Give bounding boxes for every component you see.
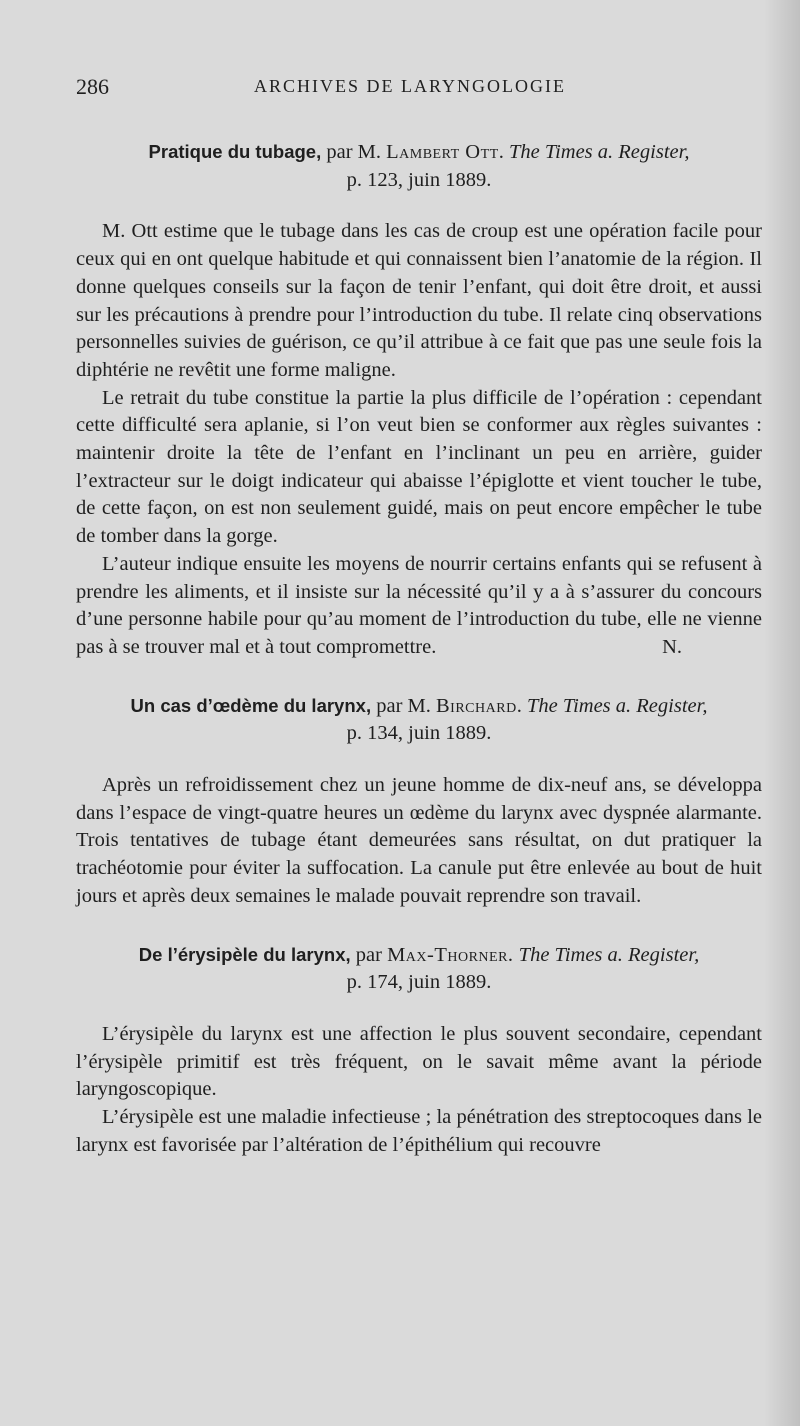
paragraph: L’érysipèle est une maladie infectieuse ; la pénétration des streptocoques dans le larynx est favorisée par l’altération de l’épithélium qui recouvre [76,1106,762,1156]
article-author: Max-Thorner. [387,943,514,966]
reviewer-signature: N. [662,635,682,658]
page-edge-shadow [764,0,800,1426]
paragraph: M. Ott estime que le tubage dans les cas de croup est une opération facile pour ceux qui en ont quelque habitude et qui connaissent bien l’anatomie de la région. Il donne quelques conseils sur la façon de tenir l’enfant, qui doit être droit, et aussi sur les précautions à prendre pour l’introduction du tube. Il relate cinq observations personnelles suivies de guérison, ce qu’il attribue à ce fait que pas une seule fois la diphtérie ne revêtit une forme maligne. [76,220,762,381]
page-number: 286 [76,74,109,99]
paragraph: L’auteur indique ensuite les moyens de nourrir certains enfants qui se refusent à prendre les aliments, et il insiste sur la nécessité qu’il y a à s’assurer du concours d’une personne habile pour qu’au moment de l’introduction du tube, elle ne vienne pas à se trouver mal et à tout compromettre. [76,552,762,658]
article-title: Pratique du tubage, [148,141,322,162]
article-citation: p. 174, juin 1889. [346,971,492,994]
article-source: The Times a. Register, [526,694,708,717]
article-citation: p. 134, juin 1889. [346,722,492,745]
paragraph: Le retrait du tube constitue la partie la plus difficile de l’opération : cependant cette difficulté sera aplanie, si l’on veut bien se conformer aux règles suivantes : maintenir droite la tête de l’enfant en l’inclinant un peu en arrière, guider l’extracteur sur le doigt indicateur qui abaisse l’épiglotte et vient toucher le tube, de cette façon, on est non seulement guidé, mais on peut encore empêcher le tube de tomber dans la gorge. [76,386,762,548]
article-byline: par M. [376,694,431,717]
article-author: Lambert Ott [386,141,499,163]
journal-title: ARCHIVES DE LARYNGOLOGIE [254,76,566,96]
article-source: The Times a. Register, [518,943,700,966]
article-byline: par [355,943,382,966]
article-heading [76,941,762,997]
running-head [76,74,766,102]
article-byline: par M. [326,141,381,163]
page-content [76,138,762,1160]
article-heading: Pratique du tubage, par M. Lambert Ott. The Times a. Register, p. 123, juin 1889. [148,141,690,191]
paragraph: L’érysipèle du larynx est une affection le plus souvent secondaire, cependant l’érysipèle primitif est très fréquent, on le savait même avant la période laryngoscopique. [76,1022,762,1101]
article-source: The Times a. Register, [508,141,690,163]
article-title: De l’érysipèle du larynx, [138,943,351,965]
article-title: Un cas d’œdème du larynx, [130,694,372,716]
article-citation: p. 123, juin 1889. [346,168,492,191]
article-author: Birchard [436,694,517,717]
paragraph: Après un refroidissement chez un jeune homme de dix-neuf ans, se développa dans l’espace de vingt-quatre heures un œdème du larynx avec dyspnée alarmante. Trois tentatives de tubage étant demeurées sans résultat, on dut pratiquer la trachéotomie pour éviter la suffocation. La canule put être enlevée au bout de huit jours et après deux semaines le malade pouvait reprendre son travail. [76,774,762,907]
article-heading: Un cas d’œdème du larynx, par M. Birchard. The Times a. Register, p. 134, juin 1889. [130,694,708,745]
